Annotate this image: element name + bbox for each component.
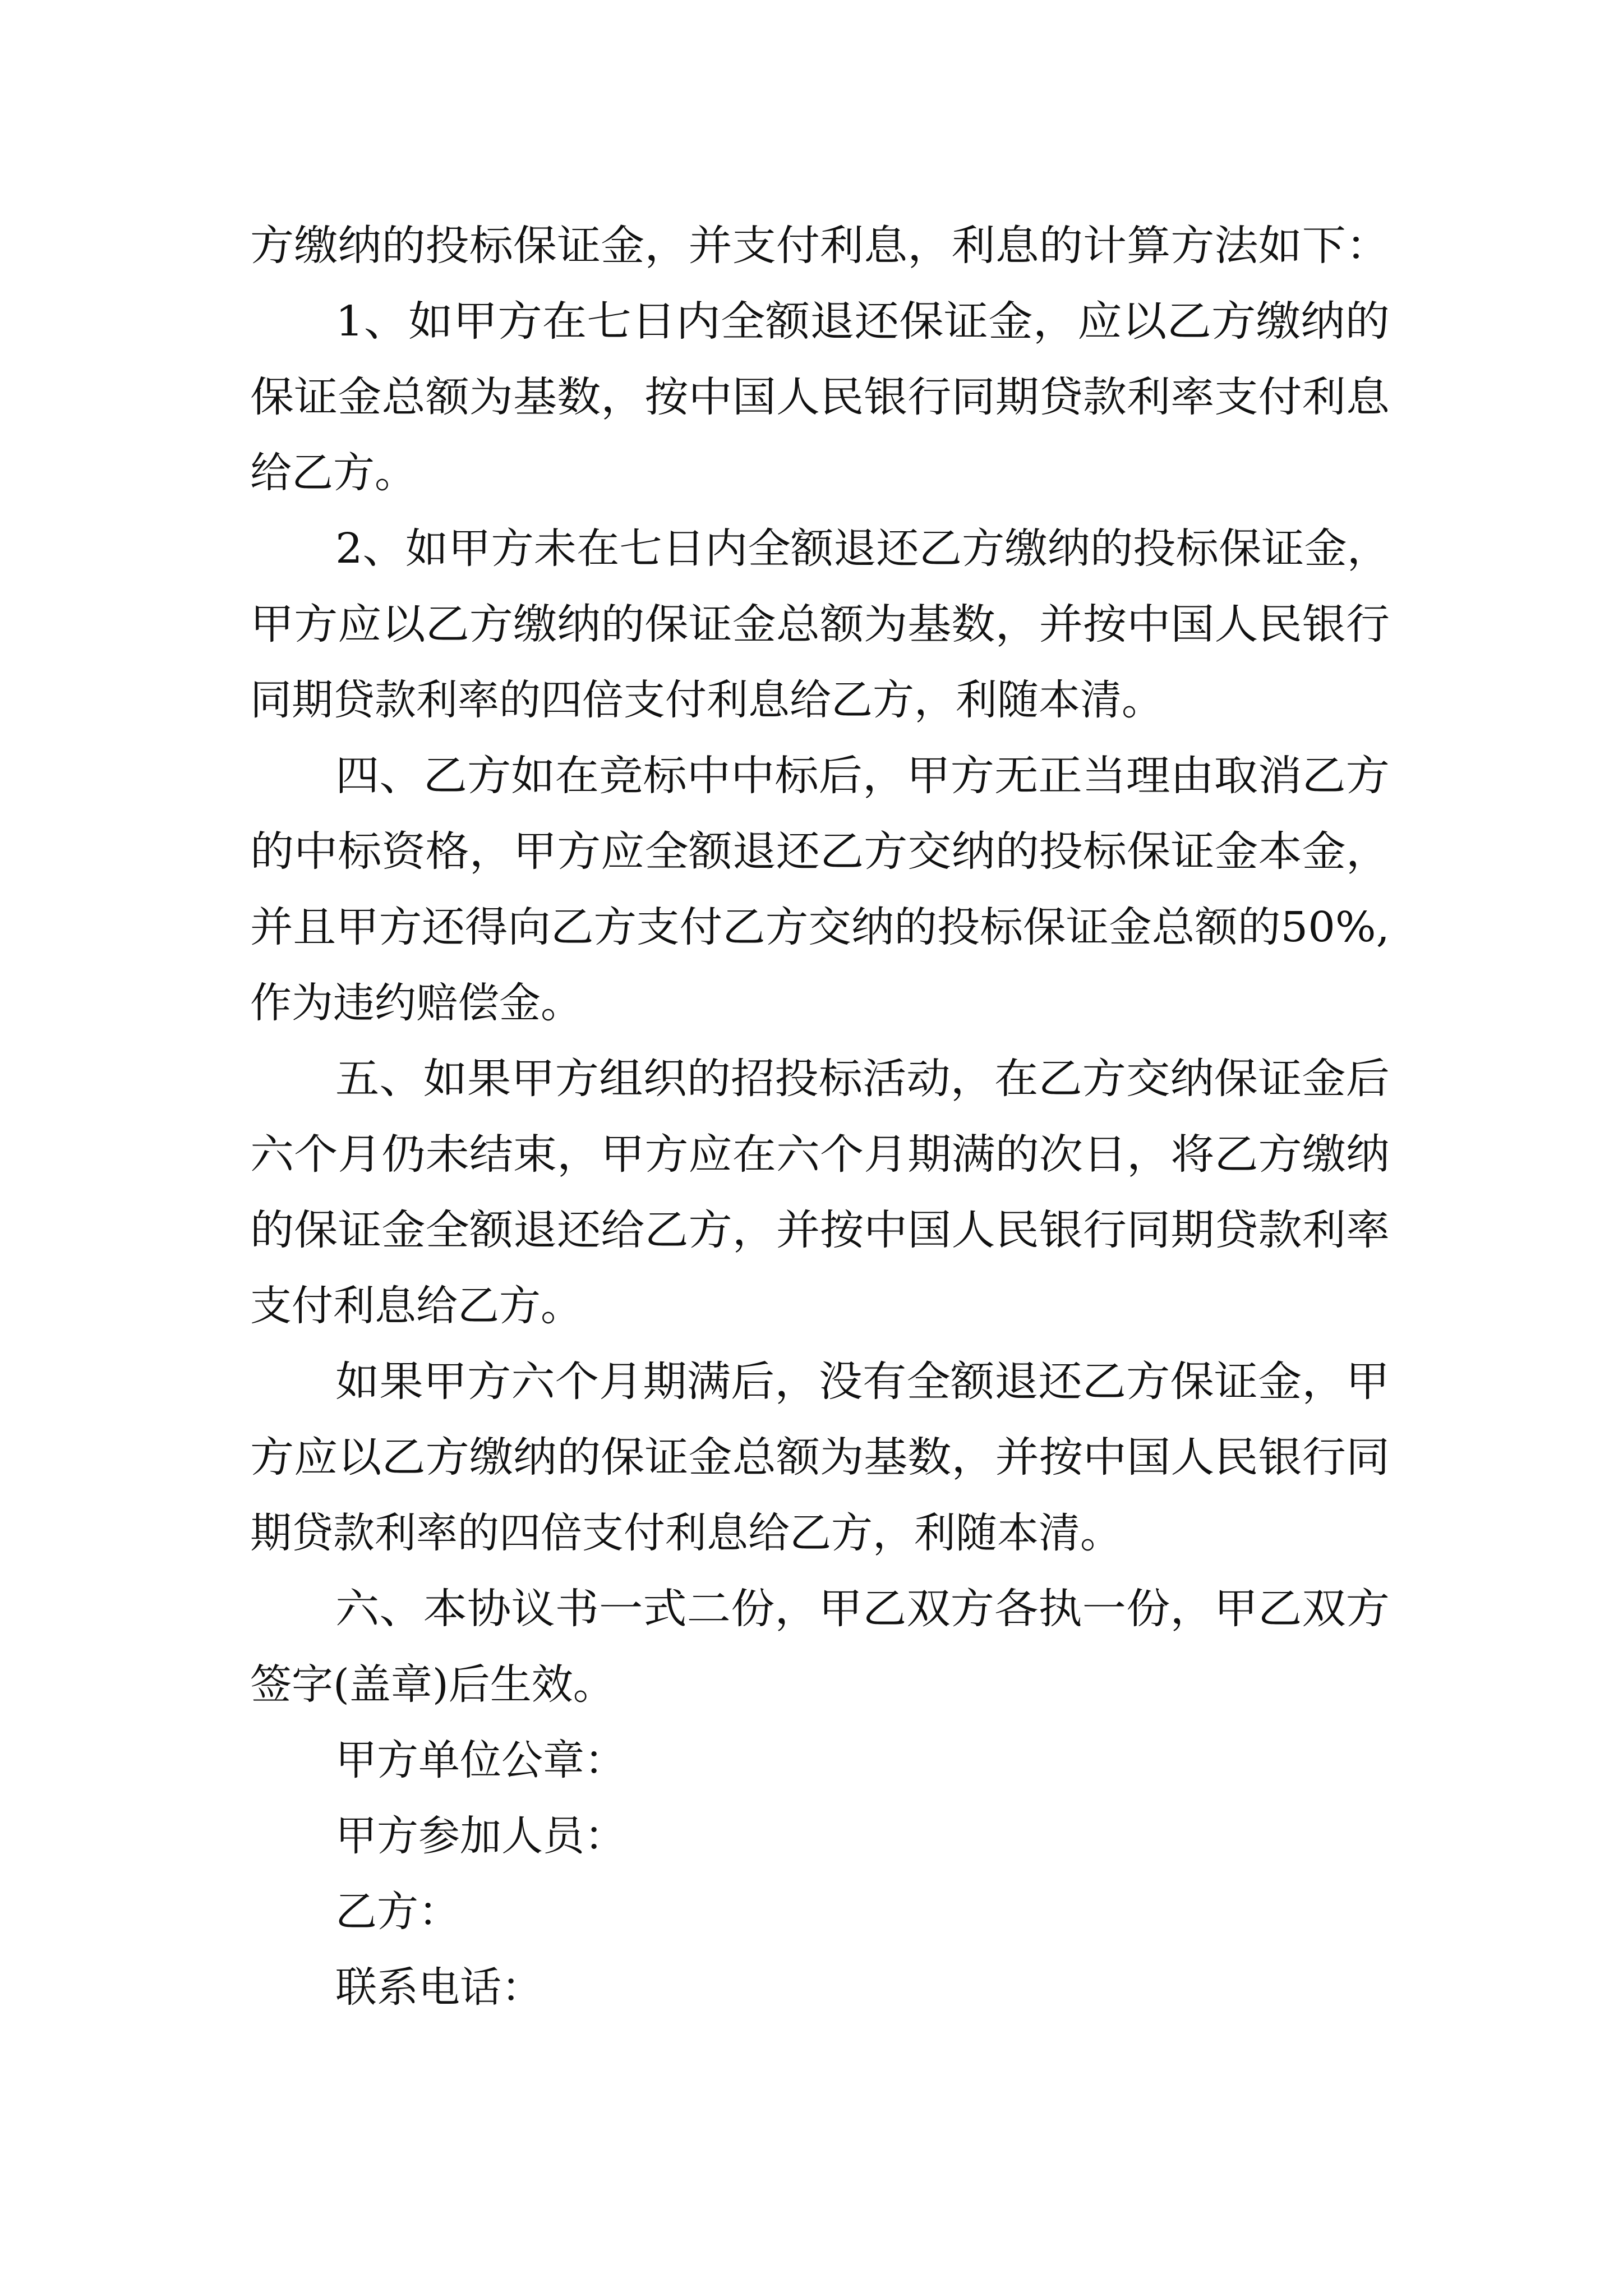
text-line: 并且甲方还得向乙方支付乙方交纳的投标保证金总额的50%, xyxy=(250,903,1390,951)
text-line: 方缴纳的投标保证金，并支付利息，利息的计算方法如下： xyxy=(250,222,1390,270)
text-line: 六、本协议书一式二份，甲乙双方各执一份，甲乙双方 xyxy=(335,1585,1390,1633)
text-line: 给乙方。 xyxy=(250,449,416,497)
text-line: 1、如甲方在七日内全额退还保证金，应以乙方缴纳的 xyxy=(335,297,1390,346)
signature-label-party-b: 乙方： xyxy=(335,1888,460,1936)
text-line: 方应以乙方缴纳的保证金总额为基数，并按中国人民银行同 xyxy=(250,1433,1390,1481)
signature-label-party-a-attendees: 甲方参加人员： xyxy=(335,1812,626,1860)
text-line: 同期贷款利率的四倍支付利息给乙方，利随本清。 xyxy=(250,676,1163,724)
text-line: 支付利息给乙方。 xyxy=(250,1282,582,1330)
text-line: 六个月仍未结束，甲方应在六个月期满的次日，将乙方缴纳 xyxy=(250,1130,1390,1179)
text-line: 如果甲方六个月期满后，没有全额退还乙方保证金，甲 xyxy=(335,1358,1390,1406)
text-line: 2、如甲方未在七日内全额退还乙方缴纳的投标保证金， xyxy=(335,524,1390,573)
text-line: 签字(盖章)后生效。 xyxy=(250,1660,615,1709)
signature-label-phone: 联系电话： xyxy=(335,1963,543,2012)
text-line: 四、乙方如在竞标中中标后，甲方无正当理由取消乙方 xyxy=(335,752,1390,800)
text-line: 五、如果甲方组织的招投标活动，在乙方交纳保证金后 xyxy=(335,1055,1390,1103)
text-line: 甲方应以乙方缴纳的保证金总额为基数，并按中国人民银行 xyxy=(250,600,1390,648)
text-line: 的保证金全额退还给乙方，并按中国人民银行同期贷款利率 xyxy=(250,1206,1390,1254)
text-line: 期贷款利率的四倍支付利息给乙方，利随本清。 xyxy=(250,1509,1122,1557)
text-line: 保证金总额为基数，按中国人民银行同期贷款利率支付利息 xyxy=(250,373,1390,421)
text-line: 作为违约赔偿金。 xyxy=(250,979,582,1027)
signature-label-party-a-seal: 甲方单位公章： xyxy=(335,1736,626,1784)
text-line: 的中标资格，甲方应全额退还乙方交纳的投标保证金本金， xyxy=(250,827,1390,876)
